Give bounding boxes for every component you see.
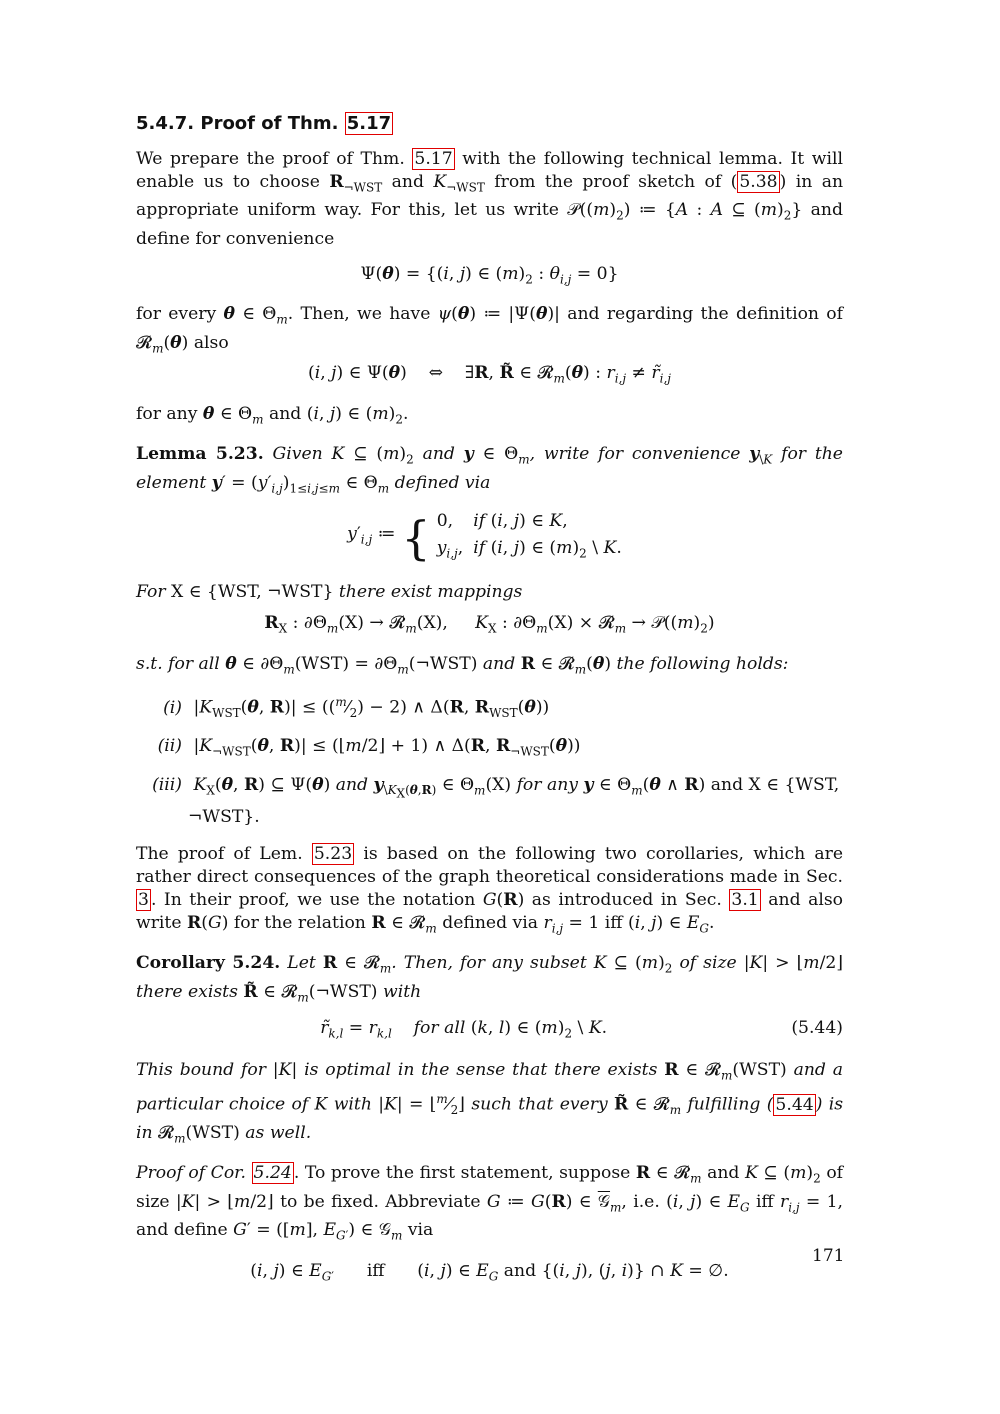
section-number: 5.4.7. bbox=[136, 113, 195, 134]
section-heading bbox=[136, 112, 843, 135]
ref-link-lem-523[interactable]: 5.23 bbox=[313, 843, 353, 864]
lemma-5-23: Lemma 5.23. Given K ⊆ $(m)_2$ and y ∈ $\Theta_m$, write for convenience $y_{\backslash K}$ for the element $y' = (y'_{i,j})_{1\le i,j\le m}$ ∈ $\Theta_m$ defined via $y'_{i,j}$ ≔ { 0, if (i, j) ∈ K, $y_{i,j}$, if (i, j) ∈ $(m)_2$ \ K. For X ∈ {WST, ¬WST} there exist mappings $R_X$ : $\partial\Theta_m(X)$ → 𝓡$_m$(X), $K_X$ : $\partial\Theta_m(X)$ × 𝓡$_m$ → $𝒫((m)_2)$ s.t. for all θ ∈ $\partial\Theta_m(WST)$ = $\partial\Theta_m(\neg WST)$ and R ∈ 𝓡$_m$(θ) the following holds: (i) $|K_{WST}(\theta$, $R)| \le ((^m⁄_2) - 2)$ ∧ Δ(R, $R_{WST}(\theta)$) (ii) $|K_{\neg WST}(\theta$, R)| ≤ (⌊m/2⌋ + 1) ∧ Δ(R, $R_{\neg WST}(\theta)$) (iii) $K_X(\theta$, R) ⊆ Ψ(θ) and $y_{\backslash K_X(\theta,R)}$ ∈ $\Theta_m(X)$ for any y ∈ $\Theta_m(\theta$ ∧ R) and X ∈ {WST, ¬WST}. bbox=[136, 444, 843, 827]
for-any-line: for any θ ∈ $\Theta_m$ and (i, j) ∈ $(m)_2$. bbox=[136, 403, 409, 427]
ref-link-sec-3[interactable]: 3 bbox=[138, 889, 149, 910]
section-title: Proof of Thm. bbox=[200, 113, 339, 134]
corollary-5-24: Corollary 5.24. Let R ∈ 𝓡$_m$. Then, for any subset K ⊆ $(m)_2$ of size |K| > ⌊m/2⌋ there exists R̃ ∈ 𝓡$_m$(¬WST) with $r̃_{k,l} = r_{k,l}$ for all (k, l) ∈ $(m)_2$ \ K. (5.44) This bound for |K| is optimal in the sense that there exists R ∈ 𝓡$_m$(WST) and a particular choice of K with $|K| = ⌊^m⁄_2⌋$ such that every R̃ ∈ 𝓡$_m$ fulfilling ( 5.44 ) is in 𝓡$_m$(WST) as well. bbox=[136, 953, 844, 1146]
proof-of-corollary: Proof of Cor. 5.24 . To prove the first statement, suppose R ∈ 𝓡$_m$ and K ⊆ $(m)_2$ of size |K| > ⌊m/2⌋ to be fixed. Abbreviate G ≔ G(R) ∈ 𝒢$_m$, i.e. (i, j) ∈ $E_G$ iff $r_{i,j} = 1$, and define G′ = ([m], $E_{G'}$) ∈ 𝒢$_m$ via bbox=[136, 1163, 844, 1243]
page-number: 171 bbox=[812, 1246, 845, 1266]
final-definition-display: (i, j) ∈ $E_{G'}$ iff (i, j) ∈ $E_G$ and {(i, j), (j, i)} ∩ K = ∅. bbox=[250, 1260, 729, 1284]
equation-544: $r̃_{k,l} = r_{k,l}$ for all (k, l) ∈ $(m)_2$ \ K. (5.44) bbox=[136, 1017, 843, 1045]
equation-number: (5.44) bbox=[791, 1018, 843, 1038]
intro-paragraph: We prepare the proof of Thm. 5.17 with the following technical lemma. It will enable us to choose $R_{\neg WST}$ and $K_{\neg WST}$ from the proof sketch of ( 5.38 ) in an appropriate uniform way. For this, let us write $𝒫((m)_2)$ ≔ {A : A ⊆ $(m)_2$} and define for convenience bbox=[136, 149, 844, 249]
ref-link-thm[interactable]: 5.17 bbox=[414, 149, 453, 169]
psi-definition: Ψ(θ) = {(i, j) ∈ $(m)_2$ : $\theta_{i,j} = 0$} bbox=[360, 263, 619, 287]
lemma-item-iii: (iii) $K_X(\theta$, R) ⊆ Ψ(θ) and $y_{\backslash K_X(\theta,R)}$ ∈ $\Theta_m(X)$ for any y ∈ $\Theta_m(\theta$ ∧ R) and X ∈ {WST, ¬WST}. bbox=[152, 774, 840, 827]
lemma-item-ii: (ii) $|K_{\neg WST}(\theta$, R)| ≤ (⌊m/2⌋ + 1) ∧ Δ(R, $R_{\neg WST}(\theta)$) bbox=[157, 736, 581, 759]
ref-link-eq-544[interactable]: 5.44 bbox=[775, 1094, 814, 1115]
ref-link-sec-31[interactable]: 3.1 bbox=[731, 889, 759, 910]
lemma-cases: $y'_{i,j}$ ≔ { 0, if (i, j) ∈ K, $y_{i,j}$, if (i, j) ∈ $(m)_2$ \ K. bbox=[347, 510, 622, 565]
corollary-label: Corollary 5.24. bbox=[136, 953, 281, 974]
ref-link-eq-538[interactable]: 5.38 bbox=[739, 172, 778, 192]
lemma-label: Lemma 5.23. bbox=[136, 444, 264, 465]
section-ref-link[interactable]: 5.17 bbox=[346, 113, 392, 134]
page-body bbox=[136, 112, 843, 1300]
equivalence-display: (i, j) ∈ Ψ(θ) ⇔ ∃R, R̃ ∈ 𝓡$_m$(θ) : $r_{i,j}$ ≠ $r̃_{i,j}$ bbox=[307, 363, 671, 386]
ref-link-cor-524[interactable]: 5.24 bbox=[253, 1163, 292, 1184]
psi-paragraph: for every θ ∈ $\Theta_m$. Then, we have ψ(θ) ≔ |Ψ(θ)| and regarding the definition of 𝓡$_m$(θ) also bbox=[136, 304, 844, 356]
mappings-display: $R_X$ : $\partial\Theta_m(X)$ → 𝓡$_m$(X), $K_X$ : $\partial\Theta_m(X)$ × 𝓡$_m$ → $𝒫((m)_2)$ bbox=[264, 613, 715, 636]
proof-basis-paragraph: The proof of Lem. 5.23 is based on the following two corollaries, which are rather direct consequences of the graph theoretical considerations made in Sec. 3 . In their proof, we use the notation G(R) as introduced in Sec. 3.1 and also write R(G) for the relation R ∈ 𝓡$_m$ defined via $r_{i,j} = 1$ iff (i, j) ∈ $E_G$. bbox=[136, 843, 844, 936]
lemma-item-i: (i) $|K_{WST}(\theta$, $R)| \le ((^m⁄_2) - 2)$ ∧ Δ(R, $R_{WST}(\theta)$) bbox=[163, 695, 550, 721]
